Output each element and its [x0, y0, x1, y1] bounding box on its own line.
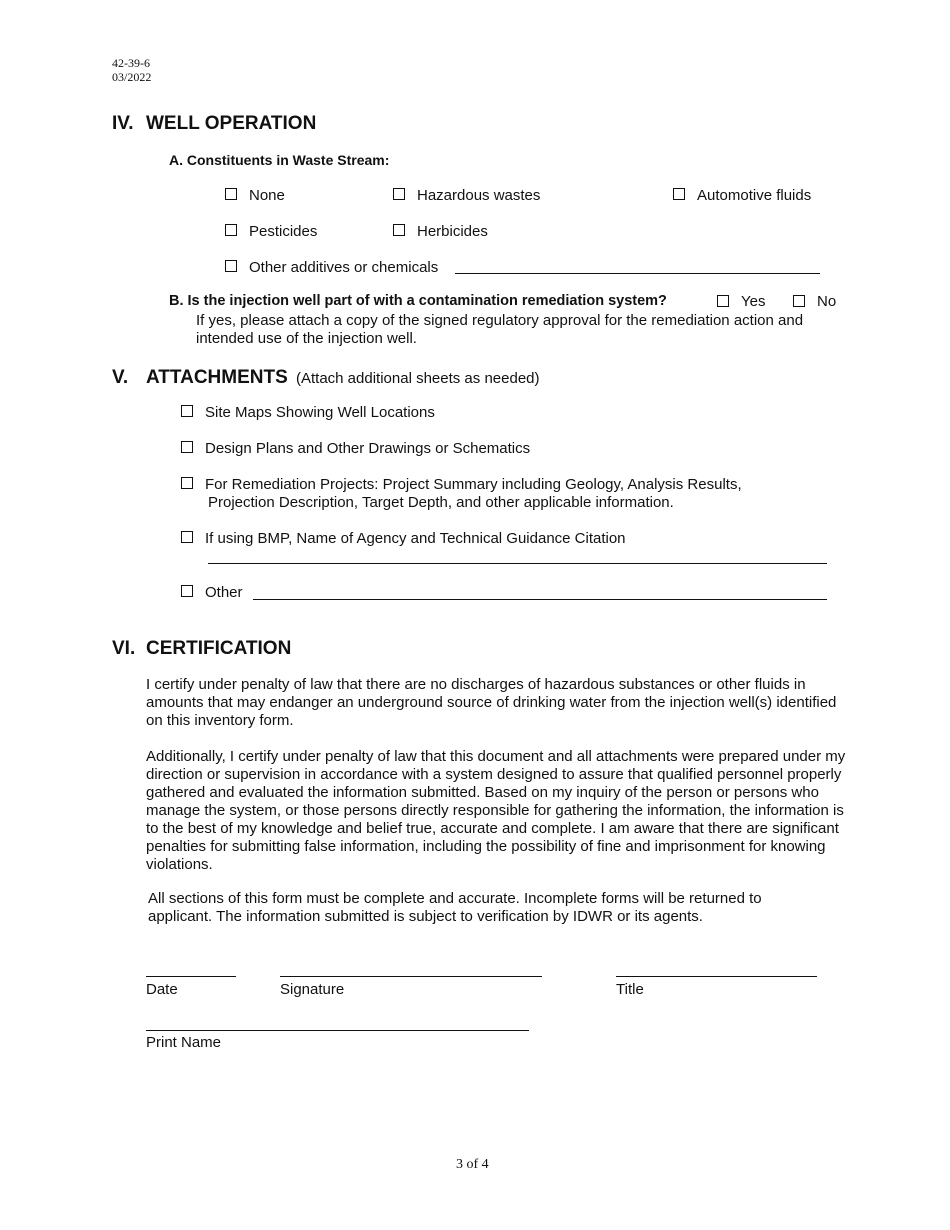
remediation-note-line1: If yes, please attach a copy of the signed regulatory approval for the remediation action and [196, 312, 804, 329]
title-field[interactable] [616, 976, 817, 977]
remediation-no-checkbox[interactable] [793, 295, 805, 307]
automotive-fluids-label: Automotive fluids [697, 187, 812, 204]
remediation-yes-checkbox[interactable] [717, 295, 729, 307]
section-4-number: IV. [112, 113, 134, 134]
title-label: Title [616, 981, 644, 998]
pesticides-checkbox[interactable] [225, 224, 237, 236]
print-name-field[interactable] [146, 1030, 529, 1031]
remediation-note-line2: intended use of the injection well. [196, 330, 417, 347]
remediation-projects-line1: For Remediation Projects: Project Summary including Geology, Analysis Results, [205, 476, 742, 493]
remediation-projects-line2: Projection Description, Target Depth, and other applicable information. [208, 494, 674, 511]
signature-label: Signature [280, 981, 345, 998]
other-attachment-field[interactable] [253, 599, 827, 600]
remediation-no-label: No [817, 293, 837, 310]
site-maps-label: Site Maps Showing Well Locations [205, 404, 435, 421]
remediation-yes-label: Yes [741, 293, 766, 310]
certification-paragraph-2: Additionally, I certify under penalty of law that this document and all attachments were prepared under my direction or supervision in accordance with a system designed to assure that qualified personnel properly gathered and evaluated the information submitted. Based on my inquiry of the person or persons who manage the system, or those persons directly responsible for gathering the information, the information is to the best of my knowledge and belief true, accurate and complete. I am aware that there are significant penalties for submitting false information, including the possibility of fine and imprisonment for knowing violations. [146, 748, 846, 873]
form-number: 42-39-6 [112, 56, 150, 70]
section-5-number: V. [112, 367, 129, 388]
constituents-label: A. Constituents in Waste Stream: [169, 152, 390, 168]
date-field[interactable] [146, 976, 236, 977]
remediation-question: B. Is the injection well part of with a contamination remediation system? [169, 293, 667, 309]
section-5-subtitle: (Attach additional sheets as needed) [296, 370, 540, 387]
pesticides-label: Pesticides [249, 223, 318, 240]
date-label: Date [146, 981, 178, 998]
certification-paragraph-1: I certify under penalty of law that there are no discharges of hazardous substances or other fluids in amounts that may endanger an underground source of drinking water from the injection well(s) identified on this inventory form. [146, 676, 837, 729]
section-6-title: CERTIFICATION [146, 638, 292, 659]
print-name-label: Print Name [146, 1034, 222, 1051]
none-label: None [249, 187, 285, 204]
bmp-label: If using BMP, Name of Agency and Technical Guidance Citation [205, 530, 626, 547]
herbicides-checkbox[interactable] [393, 224, 405, 236]
completeness-notice: All sections of this form must be complete and accurate. Incomplete forms will be returned to applicant. The information submitted is subject to verification by IDWR or its agents. [148, 890, 762, 925]
other-additives-field[interactable] [455, 273, 820, 274]
other-additives-label: Other additives or chemicals [249, 259, 439, 276]
herbicides-label: Herbicides [417, 223, 488, 240]
bmp-field[interactable] [208, 563, 827, 564]
automotive-fluids-checkbox[interactable] [673, 188, 685, 200]
site-maps-checkbox[interactable] [181, 405, 193, 417]
bmp-checkbox[interactable] [181, 531, 193, 543]
section-4-title: WELL OPERATION [146, 113, 317, 134]
hazardous-wastes-checkbox[interactable] [393, 188, 405, 200]
signature-field[interactable] [280, 976, 542, 977]
none-checkbox[interactable] [225, 188, 237, 200]
other-attachment-checkbox[interactable] [181, 585, 193, 597]
design-plans-label: Design Plans and Other Drawings or Schematics [205, 440, 531, 457]
remediation-projects-checkbox[interactable] [181, 477, 193, 489]
hazardous-wastes-label: Hazardous wastes [417, 187, 541, 204]
section-5-title: ATTACHMENTS [146, 367, 288, 388]
form-date: 03/2022 [112, 70, 152, 84]
page-number: 3 of 4 [456, 1157, 489, 1172]
other-attachment-label: Other [205, 584, 243, 601]
design-plans-checkbox[interactable] [181, 441, 193, 453]
section-6-number: VI. [112, 638, 136, 659]
other-additives-checkbox[interactable] [225, 260, 237, 272]
